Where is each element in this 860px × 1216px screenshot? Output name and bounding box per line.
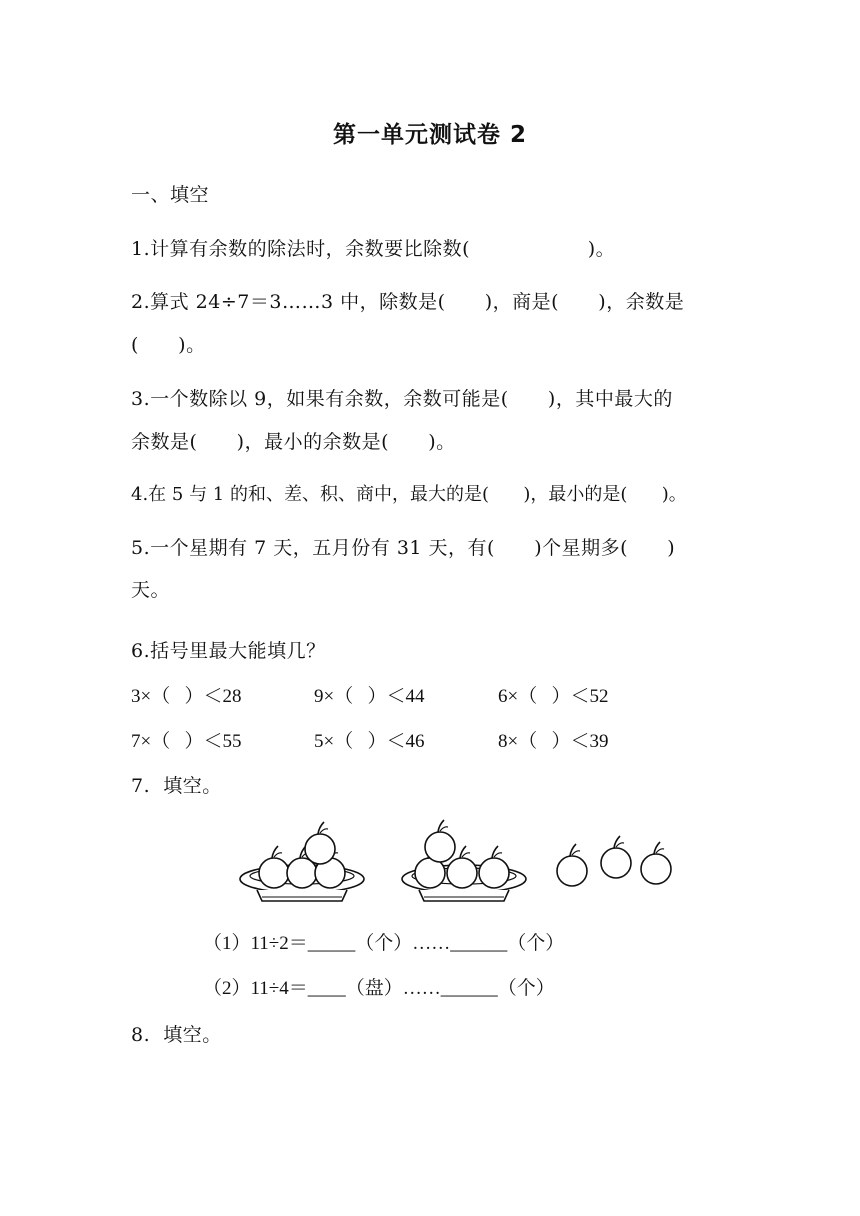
question-2-line-1: 2.算式 24÷7＝3……3 中，除数是( )，商是( )，余数是 <box>131 291 685 313</box>
question-7-sub-2: （2）11÷4＝____（盘）……______（个） <box>203 978 555 999</box>
question-5-line-2: 天。 <box>131 579 171 601</box>
question-2-line-2: ( )。 <box>131 334 206 356</box>
inequality-item: 6×（ ）＜52 <box>498 686 609 707</box>
question-7-sub-1: （1）11÷2＝_____（个）……______（个） <box>203 933 565 954</box>
inequality-item: 9×（ ）＜44 <box>314 686 425 707</box>
question-8: 8. 填空。 <box>131 1024 222 1046</box>
question-6: 6.括号里最大能填几？ <box>131 640 326 662</box>
inequality-item: 5×（ ）＜46 <box>314 731 425 752</box>
question-3-line-1: 3.一个数除以 9，如果有余数，余数可能是( )，其中最大的 <box>131 388 673 410</box>
question-5-line-1: 5.一个星期有 7 天，五月份有 31 天，有( )个星期多( ) <box>131 537 676 559</box>
plate-left <box>240 822 364 901</box>
inequality-item: 8×（ ）＜39 <box>498 731 609 752</box>
apple-plates-figure <box>236 815 686 915</box>
page-title: 第一单元测试卷 2 <box>332 122 527 148</box>
loose-apples <box>557 836 671 886</box>
inequality-item: 7×（ ）＜55 <box>131 731 242 752</box>
inequality-item: 3×（ ）＜28 <box>131 686 242 707</box>
question-4: 4.在 5 与 1 的和、差、积、商中，最大的是( )，最小的是( )。 <box>131 484 687 505</box>
plate-right <box>402 820 526 901</box>
question-7: 7. 填空。 <box>131 775 222 797</box>
question-1: 1.计算有余数的除法时，余数要比除数( )。 <box>131 238 616 260</box>
section-heading: 一、填空 <box>131 184 210 206</box>
question-3-line-2: 余数是( )，最小的余数是( )。 <box>131 431 456 453</box>
